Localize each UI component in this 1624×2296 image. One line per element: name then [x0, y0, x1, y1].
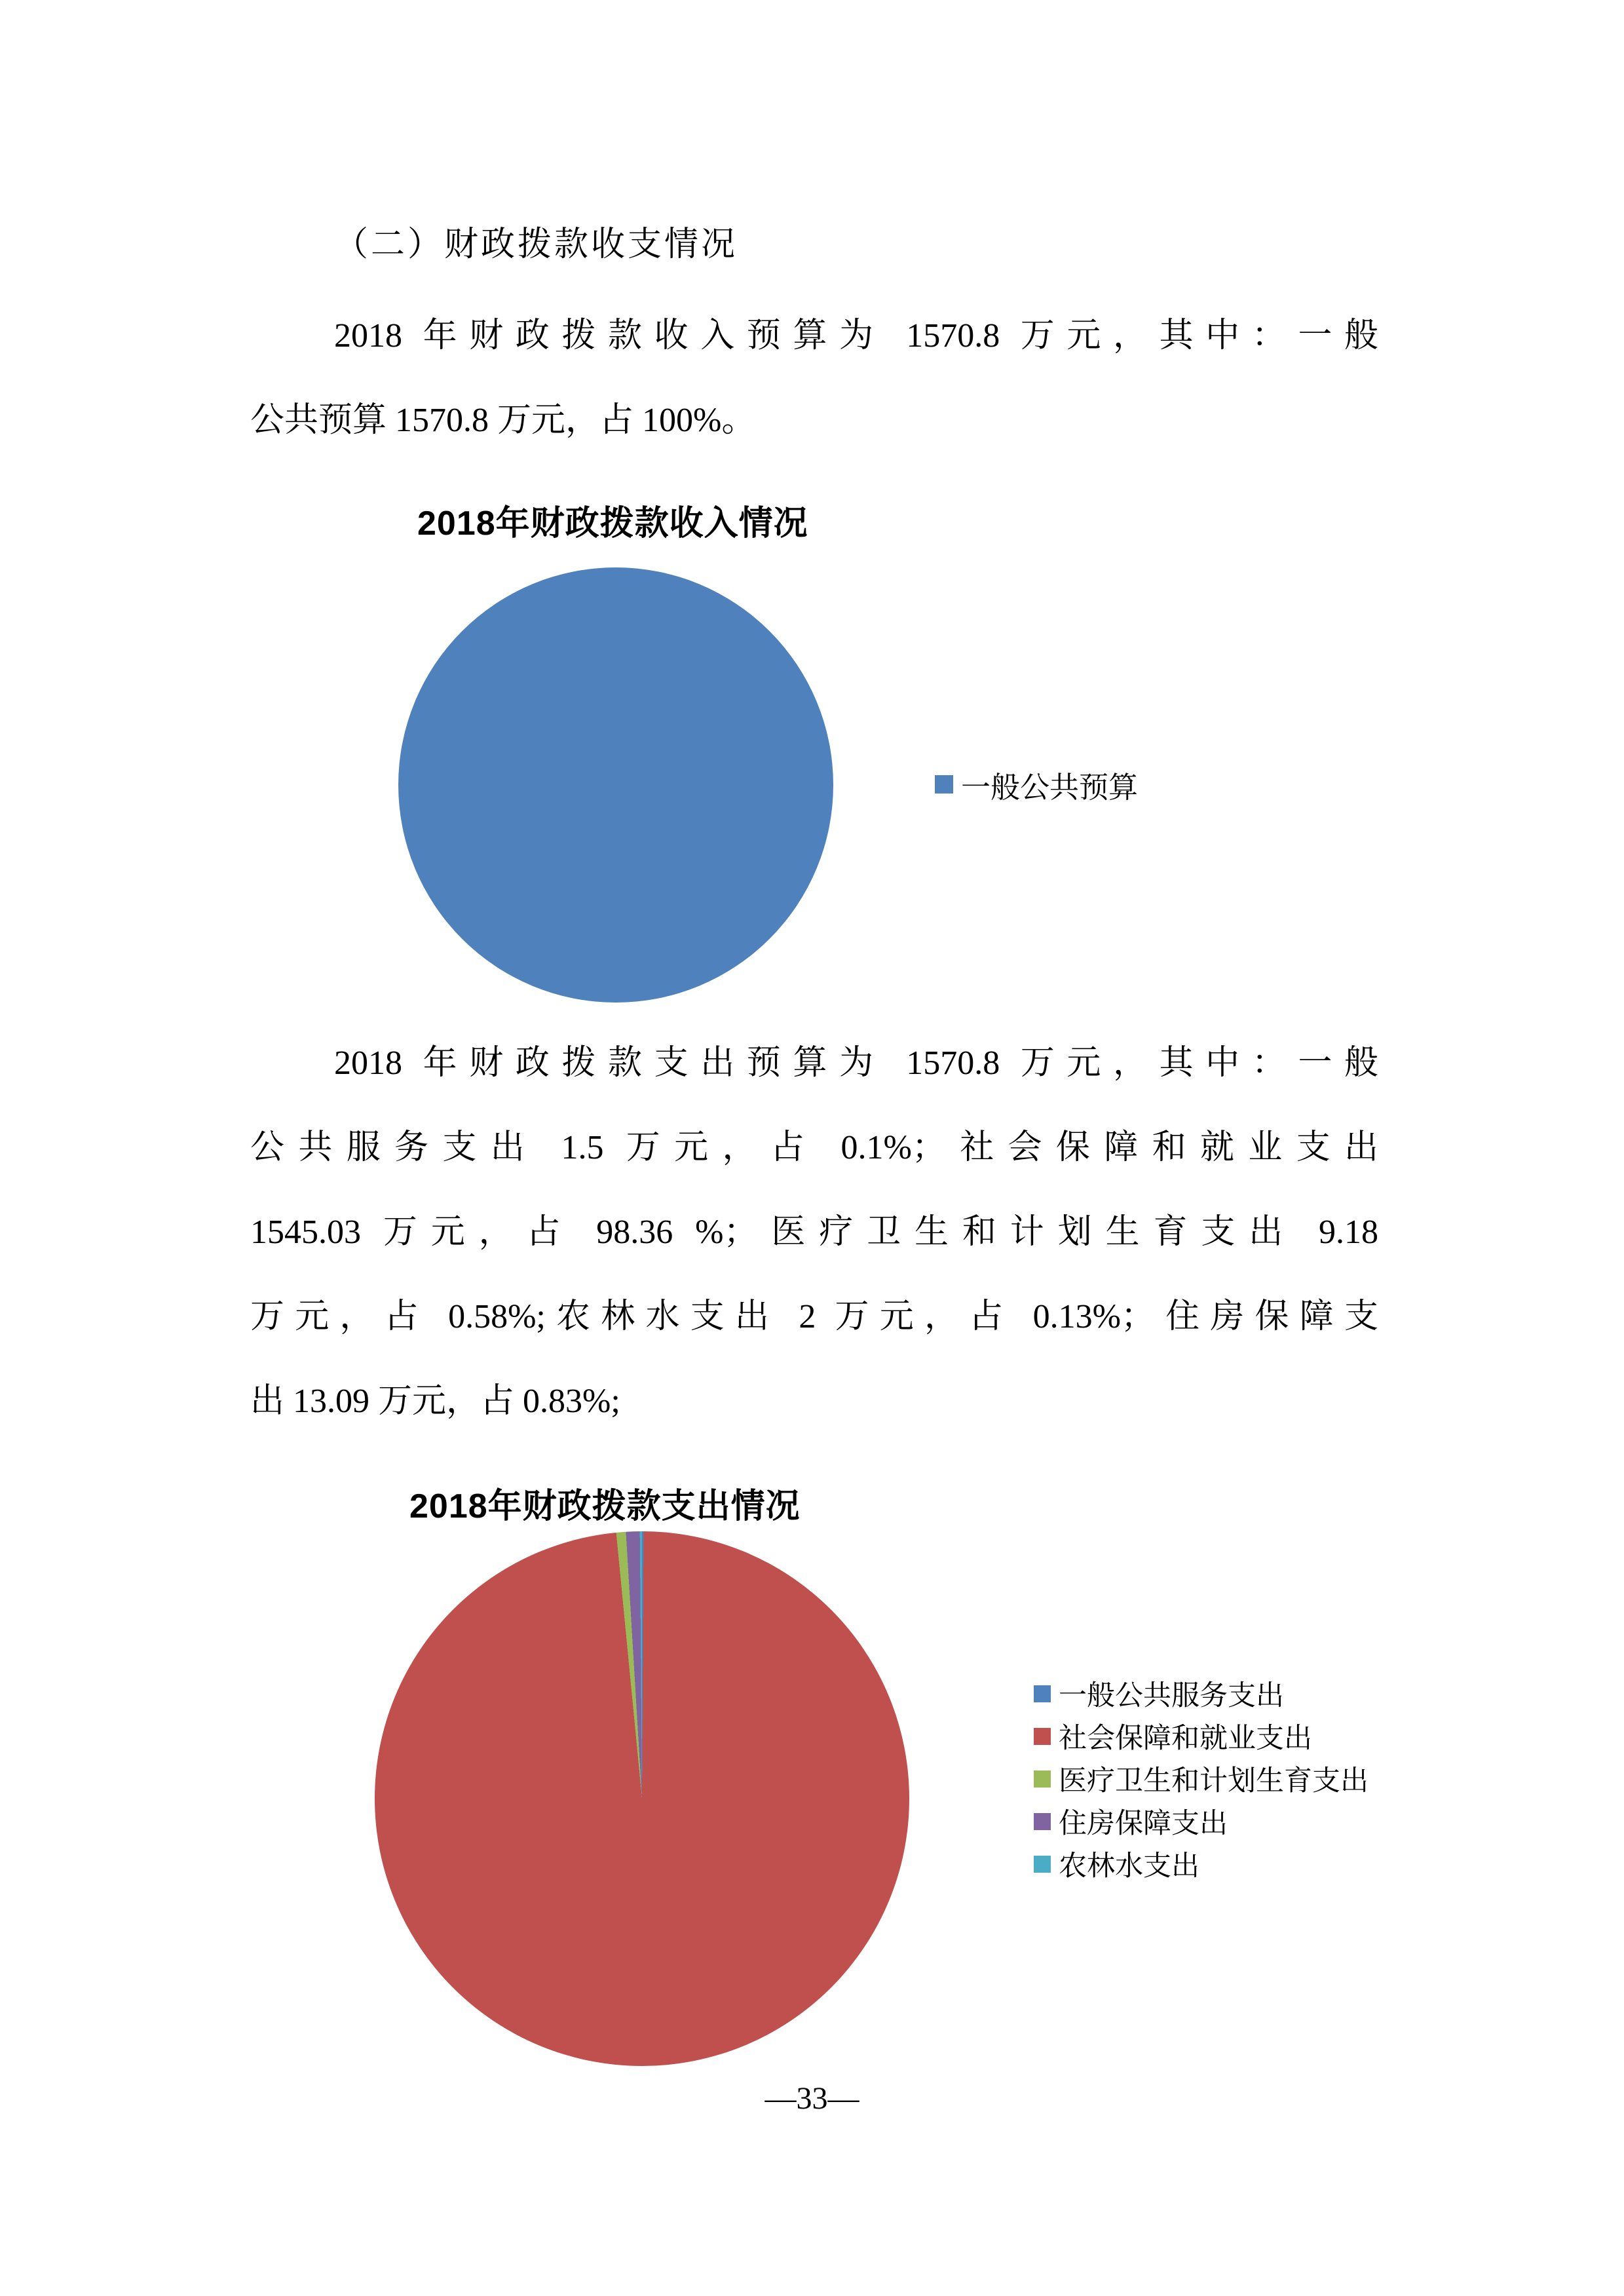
legend-item — [1034, 1843, 1369, 1885]
paragraph-income — [250, 294, 1378, 463]
paragraph-line: 2018 年财政拨款收入预算为 1570.8 万元，其中：一般 — [334, 317, 1378, 354]
paragraph-line: 1545.03 万元，占 98.36 %；医疗卫生和计划生育支出 9.18 — [250, 1214, 1378, 1251]
legend-item — [1034, 1800, 1369, 1843]
paragraph-line: 公共预算 1570.8 万元，占 100%。 — [250, 402, 756, 439]
pie-income — [398, 567, 833, 1003]
legend-item — [935, 761, 1138, 807]
legend-item — [1034, 1757, 1369, 1800]
section-heading: （二）财政拨款收支情况 — [334, 226, 738, 263]
legend-label: 农林水支出 — [1059, 1851, 1199, 1882]
legend-label: 医疗卫生和计划生育支出 — [1059, 1766, 1369, 1797]
pie-expense — [375, 1531, 909, 2066]
legend-income — [935, 761, 1138, 807]
paragraph-line: 公共服务支出 1.5 万元，占 0.1%；社会保障和就业支出 — [250, 1129, 1378, 1166]
legend-swatch-icon — [935, 775, 953, 794]
legend-swatch-icon — [1034, 1685, 1051, 1702]
legend-label: 住房保障支出 — [1059, 1808, 1228, 1839]
legend-label: 社会保障和就业支出 — [1059, 1723, 1312, 1754]
legend-swatch-icon — [1034, 1856, 1051, 1873]
paragraph-line: 万元，占 0.58%;农林水支出 2 万元，占 0.13%；住房保障支 — [250, 1298, 1378, 1335]
legend-swatch-icon — [1034, 1728, 1051, 1745]
legend-swatch-icon — [1034, 1770, 1051, 1788]
legend-swatch-icon — [1034, 1813, 1051, 1830]
legend-label: 一般公共预算 — [961, 771, 1139, 804]
chart-title-expense: 2018年财政拨款支出情况 — [409, 1487, 801, 1525]
page-number: —33— — [765, 2081, 859, 2116]
paragraph-line: 出 13.09 万元，占 0.83%; — [250, 1383, 620, 1420]
legend-item — [1034, 1672, 1369, 1715]
paragraph-expense — [250, 1021, 1378, 1444]
legend-label: 一般公共服务支出 — [1059, 1681, 1284, 1712]
chart-title-income: 2018年财政拨款收入情况 — [417, 505, 808, 543]
legend-item — [1034, 1715, 1369, 1757]
paragraph-line: 2018 年财政拨款支出预算为 1570.8 万元，其中：一般 — [334, 1044, 1378, 1082]
legend-expense — [1034, 1672, 1369, 1885]
